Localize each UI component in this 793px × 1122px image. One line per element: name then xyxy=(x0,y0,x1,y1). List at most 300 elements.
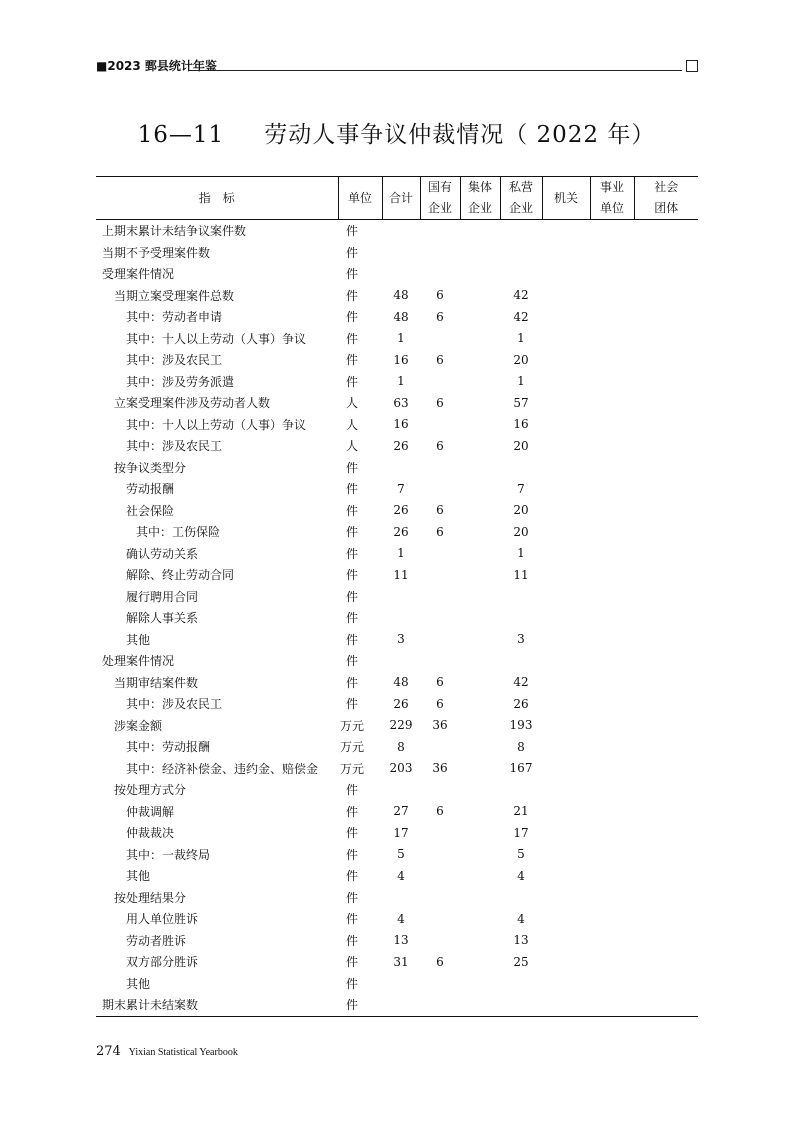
value-cell: 48 xyxy=(393,288,409,303)
value-cell: 20 xyxy=(513,352,529,367)
value-cell xyxy=(634,435,698,457)
row-label: 当期审结案件数 xyxy=(114,675,199,690)
value-cell xyxy=(590,263,634,285)
row-unit: 件 xyxy=(345,245,358,260)
value-cell xyxy=(500,607,542,629)
running-header xyxy=(96,58,698,76)
column-header-text: 企业 xyxy=(427,201,452,215)
value-cell: 229 xyxy=(389,718,413,733)
row-unit: 件 xyxy=(345,783,358,798)
value-cell: 20 xyxy=(513,503,529,518)
value-cell xyxy=(382,242,420,264)
value-cell: 11 xyxy=(513,567,529,582)
value-cell xyxy=(590,478,634,500)
value-cell: 1 xyxy=(397,374,405,389)
value-cell xyxy=(500,994,542,1016)
publication-name: Yixian Statistical Yearbook xyxy=(128,1047,238,1058)
value-cell xyxy=(382,586,420,608)
value-cell: 31 xyxy=(393,954,409,969)
table-row xyxy=(96,844,698,866)
value-cell xyxy=(590,650,634,672)
value-cell xyxy=(590,414,634,436)
value-cell xyxy=(460,994,500,1016)
value-cell xyxy=(634,349,698,371)
row-label: 其中：涉及农民工 xyxy=(126,697,223,712)
value-cell xyxy=(542,693,590,715)
row-unit: 件 xyxy=(338,994,382,1016)
value-cell xyxy=(542,801,590,823)
value-cell: 1 xyxy=(517,374,525,389)
value-cell xyxy=(460,629,500,651)
value-cell xyxy=(382,220,420,242)
value-cell xyxy=(460,758,500,780)
value-cell xyxy=(590,435,634,457)
value-cell xyxy=(590,392,634,414)
value-cell: 7 xyxy=(397,481,405,496)
row-unit: 件 xyxy=(345,331,358,346)
value-cell xyxy=(420,607,460,629)
column-header xyxy=(634,177,698,220)
table-row xyxy=(96,328,698,350)
value-cell xyxy=(542,650,590,672)
table-row xyxy=(96,543,698,565)
value-cell xyxy=(590,865,634,887)
value-cell xyxy=(590,672,634,694)
row-label: 上期末累计未结争议案件数 xyxy=(102,224,247,239)
value-cell xyxy=(590,521,634,543)
value-cell xyxy=(460,543,500,565)
value-cell: 3 xyxy=(397,632,405,647)
value-cell xyxy=(420,328,460,350)
row-unit: 件 xyxy=(345,288,358,303)
value-cell xyxy=(460,457,500,479)
arbitration-table xyxy=(96,176,698,1017)
value-cell xyxy=(634,629,698,651)
row-label: 其中：十人以上劳动（人事）争议 xyxy=(126,417,307,432)
value-cell xyxy=(382,887,420,909)
value-cell: 6 xyxy=(436,675,444,690)
value-cell xyxy=(460,349,500,371)
value-cell xyxy=(420,844,460,866)
value-cell: 20 xyxy=(513,438,529,453)
row-unit: 件 xyxy=(345,976,358,991)
column-header-text: 企业 xyxy=(467,201,492,215)
column-header-text: 团体 xyxy=(654,201,679,215)
table-title: 劳动人事争议仲裁情况（ 2022 年） xyxy=(264,122,656,148)
row-unit: 件 xyxy=(345,460,358,475)
column-header-text: 私营 xyxy=(508,180,533,194)
row-label: 其中：涉及农民工 xyxy=(126,353,223,368)
table-row xyxy=(96,607,698,629)
page-footer xyxy=(96,1044,238,1059)
value-cell xyxy=(634,306,698,328)
value-cell: 26 xyxy=(393,524,409,539)
row-label: 用人单位胜诉 xyxy=(126,912,199,927)
value-cell xyxy=(500,779,542,801)
value-cell xyxy=(420,973,460,995)
value-cell: 42 xyxy=(513,675,529,690)
row-label: 其他 xyxy=(126,869,151,884)
value-cell xyxy=(634,263,698,285)
value-cell xyxy=(382,457,420,479)
value-cell: 25 xyxy=(513,954,529,969)
row-unit: 件 xyxy=(345,546,358,561)
value-cell xyxy=(590,736,634,758)
value-cell xyxy=(542,822,590,844)
value-cell xyxy=(590,994,634,1016)
row-unit: 件 xyxy=(345,804,358,819)
row-unit: 万元 xyxy=(339,761,364,776)
value-cell: 6 xyxy=(436,524,444,539)
value-cell: 36 xyxy=(432,761,448,776)
table-row xyxy=(96,973,698,995)
row-label: 双方部分胜诉 xyxy=(126,955,199,970)
table-row xyxy=(96,371,698,393)
table-row xyxy=(96,500,698,522)
value-cell xyxy=(634,672,698,694)
row-unit: 件 xyxy=(345,374,358,389)
table-row xyxy=(96,220,698,242)
column-header xyxy=(338,177,382,220)
row-label: 当期立案受理案件总数 xyxy=(114,288,235,303)
value-cell xyxy=(542,973,590,995)
value-cell xyxy=(460,263,500,285)
row-unit: 件 xyxy=(345,826,358,841)
value-cell xyxy=(460,822,500,844)
column-header-text: 社会 xyxy=(654,180,679,194)
table-row xyxy=(96,435,698,457)
value-cell: 8 xyxy=(517,739,525,754)
value-cell xyxy=(420,457,460,479)
row-label: 解除、终止劳动合同 xyxy=(126,568,235,583)
value-cell xyxy=(500,973,542,995)
value-cell: 6 xyxy=(436,288,444,303)
column-header-text: 单位 xyxy=(347,190,372,205)
header-square-mark xyxy=(686,60,698,72)
value-cell: 4 xyxy=(517,868,525,883)
value-cell xyxy=(542,930,590,952)
table-header-row xyxy=(96,177,698,220)
value-cell xyxy=(590,543,634,565)
value-cell xyxy=(542,607,590,629)
row-label: 履行聘用合同 xyxy=(126,589,199,604)
value-cell xyxy=(634,607,698,629)
row-unit: 件 xyxy=(345,503,358,518)
value-cell xyxy=(542,306,590,328)
value-cell: 5 xyxy=(397,847,405,862)
value-cell xyxy=(634,521,698,543)
table-row xyxy=(96,457,698,479)
column-header-text: 机关 xyxy=(553,190,578,205)
value-cell: 26 xyxy=(393,438,409,453)
value-cell xyxy=(460,736,500,758)
value-cell xyxy=(460,306,500,328)
value-cell xyxy=(542,414,590,436)
table-row xyxy=(96,865,698,887)
value-cell xyxy=(460,392,500,414)
value-cell xyxy=(590,758,634,780)
value-cell xyxy=(460,779,500,801)
value-cell xyxy=(590,349,634,371)
table-row xyxy=(96,801,698,823)
value-cell xyxy=(590,973,634,995)
value-cell xyxy=(542,220,590,242)
row-unit: 件 xyxy=(345,224,358,239)
value-cell xyxy=(460,844,500,866)
column-header-text: 事业 xyxy=(599,180,624,194)
value-cell: 1 xyxy=(397,546,405,561)
value-cell: 17 xyxy=(513,825,529,840)
value-cell xyxy=(634,951,698,973)
table-number: 16—11 xyxy=(137,122,225,148)
value-cell xyxy=(634,865,698,887)
value-cell: 16 xyxy=(393,417,409,432)
row-label: 其他 xyxy=(126,976,151,991)
header-rule xyxy=(188,70,682,71)
value-cell: 1 xyxy=(517,546,525,561)
value-cell: 63 xyxy=(393,395,409,410)
value-cell: 4 xyxy=(517,911,525,926)
row-unit: 件 xyxy=(345,310,358,325)
value-cell xyxy=(542,951,590,973)
value-cell xyxy=(590,328,634,350)
value-cell: 21 xyxy=(513,804,529,819)
value-cell xyxy=(420,414,460,436)
value-cell: 6 xyxy=(436,954,444,969)
value-cell: 48 xyxy=(393,309,409,324)
table-row xyxy=(96,285,698,307)
value-cell xyxy=(460,500,500,522)
value-cell: 193 xyxy=(509,718,533,733)
row-label: 社会保险 xyxy=(126,503,175,518)
table-row xyxy=(96,736,698,758)
row-label: 其中：一裁终局 xyxy=(126,847,211,862)
value-cell xyxy=(634,285,698,307)
table-row xyxy=(96,779,698,801)
row-unit: 件 xyxy=(345,869,358,884)
value-cell: 1 xyxy=(517,331,525,346)
value-cell xyxy=(460,865,500,887)
value-cell xyxy=(590,586,634,608)
value-cell xyxy=(542,500,590,522)
table-body xyxy=(96,220,698,1017)
table-row xyxy=(96,414,698,436)
value-cell xyxy=(420,564,460,586)
value-cell: 26 xyxy=(513,696,529,711)
row-unit: 件 xyxy=(345,847,358,862)
table-row xyxy=(96,242,698,264)
value-cell: 26 xyxy=(393,503,409,518)
value-cell xyxy=(460,951,500,973)
row-label: 立案受理案件涉及劳动者人数 xyxy=(114,396,271,411)
row-label: 涉案金额 xyxy=(114,718,163,733)
value-cell: 57 xyxy=(513,395,529,410)
column-header xyxy=(500,177,542,220)
value-cell xyxy=(500,650,542,672)
page-title xyxy=(0,116,793,149)
value-cell xyxy=(500,887,542,909)
value-cell xyxy=(590,306,634,328)
value-cell xyxy=(590,822,634,844)
value-cell xyxy=(590,371,634,393)
table-row xyxy=(96,586,698,608)
column-header-text: 企业 xyxy=(508,201,533,215)
value-cell xyxy=(382,607,420,629)
value-cell xyxy=(634,758,698,780)
value-cell xyxy=(500,263,542,285)
value-cell: 27 xyxy=(393,804,409,819)
value-cell: 42 xyxy=(513,309,529,324)
value-cell xyxy=(460,328,500,350)
value-cell xyxy=(460,435,500,457)
value-cell: 6 xyxy=(436,309,444,324)
row-unit: 万元 xyxy=(339,718,364,733)
row-unit: 件 xyxy=(345,568,358,583)
value-cell: 167 xyxy=(509,761,533,776)
value-cell xyxy=(382,973,420,995)
value-cell: 42 xyxy=(513,288,529,303)
row-unit: 万元 xyxy=(339,740,364,755)
row-unit: 件 xyxy=(345,912,358,927)
value-cell xyxy=(420,994,460,1016)
value-cell xyxy=(634,736,698,758)
value-cell xyxy=(634,908,698,930)
value-cell: 48 xyxy=(393,675,409,690)
value-cell xyxy=(634,414,698,436)
table-row xyxy=(96,650,698,672)
value-cell xyxy=(634,478,698,500)
column-header-text: 国有 xyxy=(427,180,452,194)
value-cell xyxy=(382,263,420,285)
value-cell xyxy=(590,930,634,952)
value-cell xyxy=(634,650,698,672)
value-cell: 6 xyxy=(436,503,444,518)
row-label: 确认劳动关系 xyxy=(126,546,199,561)
value-cell xyxy=(634,220,698,242)
column-header-text: 单位 xyxy=(599,201,624,215)
value-cell xyxy=(590,607,634,629)
column-header xyxy=(590,177,634,220)
value-cell: 16 xyxy=(393,352,409,367)
value-cell xyxy=(542,564,590,586)
yearbook-header-title: ■2023 鄄县统计年鉴 xyxy=(96,59,217,73)
value-cell xyxy=(542,478,590,500)
page-number: 274 xyxy=(96,1044,121,1059)
value-cell xyxy=(634,586,698,608)
value-cell xyxy=(500,242,542,264)
row-label: 解除人事关系 xyxy=(126,611,199,626)
value-cell xyxy=(460,715,500,737)
value-cell: 7 xyxy=(517,481,525,496)
value-cell xyxy=(542,736,590,758)
row-label: 其中：涉及劳务派遣 xyxy=(126,374,235,389)
value-cell xyxy=(634,930,698,952)
value-cell xyxy=(382,650,420,672)
value-cell: 13 xyxy=(393,933,409,948)
row-label: 劳动者胜诉 xyxy=(126,933,187,948)
value-cell xyxy=(542,543,590,565)
value-cell xyxy=(634,822,698,844)
value-cell xyxy=(542,263,590,285)
value-cell xyxy=(634,457,698,479)
value-cell xyxy=(420,822,460,844)
value-cell: 16 xyxy=(513,417,529,432)
value-cell xyxy=(634,242,698,264)
value-cell xyxy=(590,887,634,909)
value-cell xyxy=(420,779,460,801)
value-cell xyxy=(460,801,500,823)
value-cell: 1 xyxy=(397,331,405,346)
value-cell xyxy=(542,715,590,737)
row-label: 按处理结果分 xyxy=(114,890,187,905)
value-cell: 5 xyxy=(517,847,525,862)
value-cell: 4 xyxy=(397,868,405,883)
row-unit: 件 xyxy=(345,525,358,540)
row-unit: 件 xyxy=(345,632,358,647)
value-cell xyxy=(542,371,590,393)
table-row xyxy=(96,478,698,500)
value-cell xyxy=(382,994,420,1016)
row-unit: 人 xyxy=(345,417,358,432)
column-header-text: 集体 xyxy=(467,180,492,194)
value-cell xyxy=(542,392,590,414)
value-cell xyxy=(542,629,590,651)
value-cell xyxy=(634,779,698,801)
row-unit: 人 xyxy=(345,396,358,411)
value-cell: 17 xyxy=(393,825,409,840)
value-cell xyxy=(542,887,590,909)
value-cell xyxy=(420,543,460,565)
table-row xyxy=(96,908,698,930)
column-header-text: 合计 xyxy=(388,190,413,205)
value-cell xyxy=(634,887,698,909)
value-cell xyxy=(460,242,500,264)
value-cell xyxy=(634,371,698,393)
row-label: 处理案件情况 xyxy=(102,654,175,669)
value-cell: 11 xyxy=(393,567,409,582)
row-label: 劳动报酬 xyxy=(126,482,175,497)
row-label: 其中：劳动者申请 xyxy=(126,310,223,325)
value-cell: 6 xyxy=(436,438,444,453)
row-label: 受理案件情况 xyxy=(102,267,175,282)
value-cell xyxy=(420,887,460,909)
column-header xyxy=(460,177,500,220)
table-row xyxy=(96,564,698,586)
table-row xyxy=(96,994,698,1016)
row-unit: 件 xyxy=(345,654,358,669)
value-cell: 20 xyxy=(513,524,529,539)
value-cell xyxy=(590,951,634,973)
value-cell: 6 xyxy=(436,352,444,367)
value-cell xyxy=(460,478,500,500)
row-label: 仲裁调解 xyxy=(126,804,175,819)
value-cell xyxy=(542,328,590,350)
row-unit: 件 xyxy=(345,890,358,905)
table-row xyxy=(96,715,698,737)
table-row xyxy=(96,951,698,973)
value-cell xyxy=(590,779,634,801)
column-header xyxy=(420,177,460,220)
value-cell xyxy=(542,779,590,801)
value-cell xyxy=(542,521,590,543)
value-cell xyxy=(460,371,500,393)
value-cell xyxy=(634,564,698,586)
value-cell xyxy=(542,672,590,694)
value-cell xyxy=(420,478,460,500)
value-cell xyxy=(634,693,698,715)
value-cell xyxy=(634,801,698,823)
value-cell xyxy=(542,242,590,264)
